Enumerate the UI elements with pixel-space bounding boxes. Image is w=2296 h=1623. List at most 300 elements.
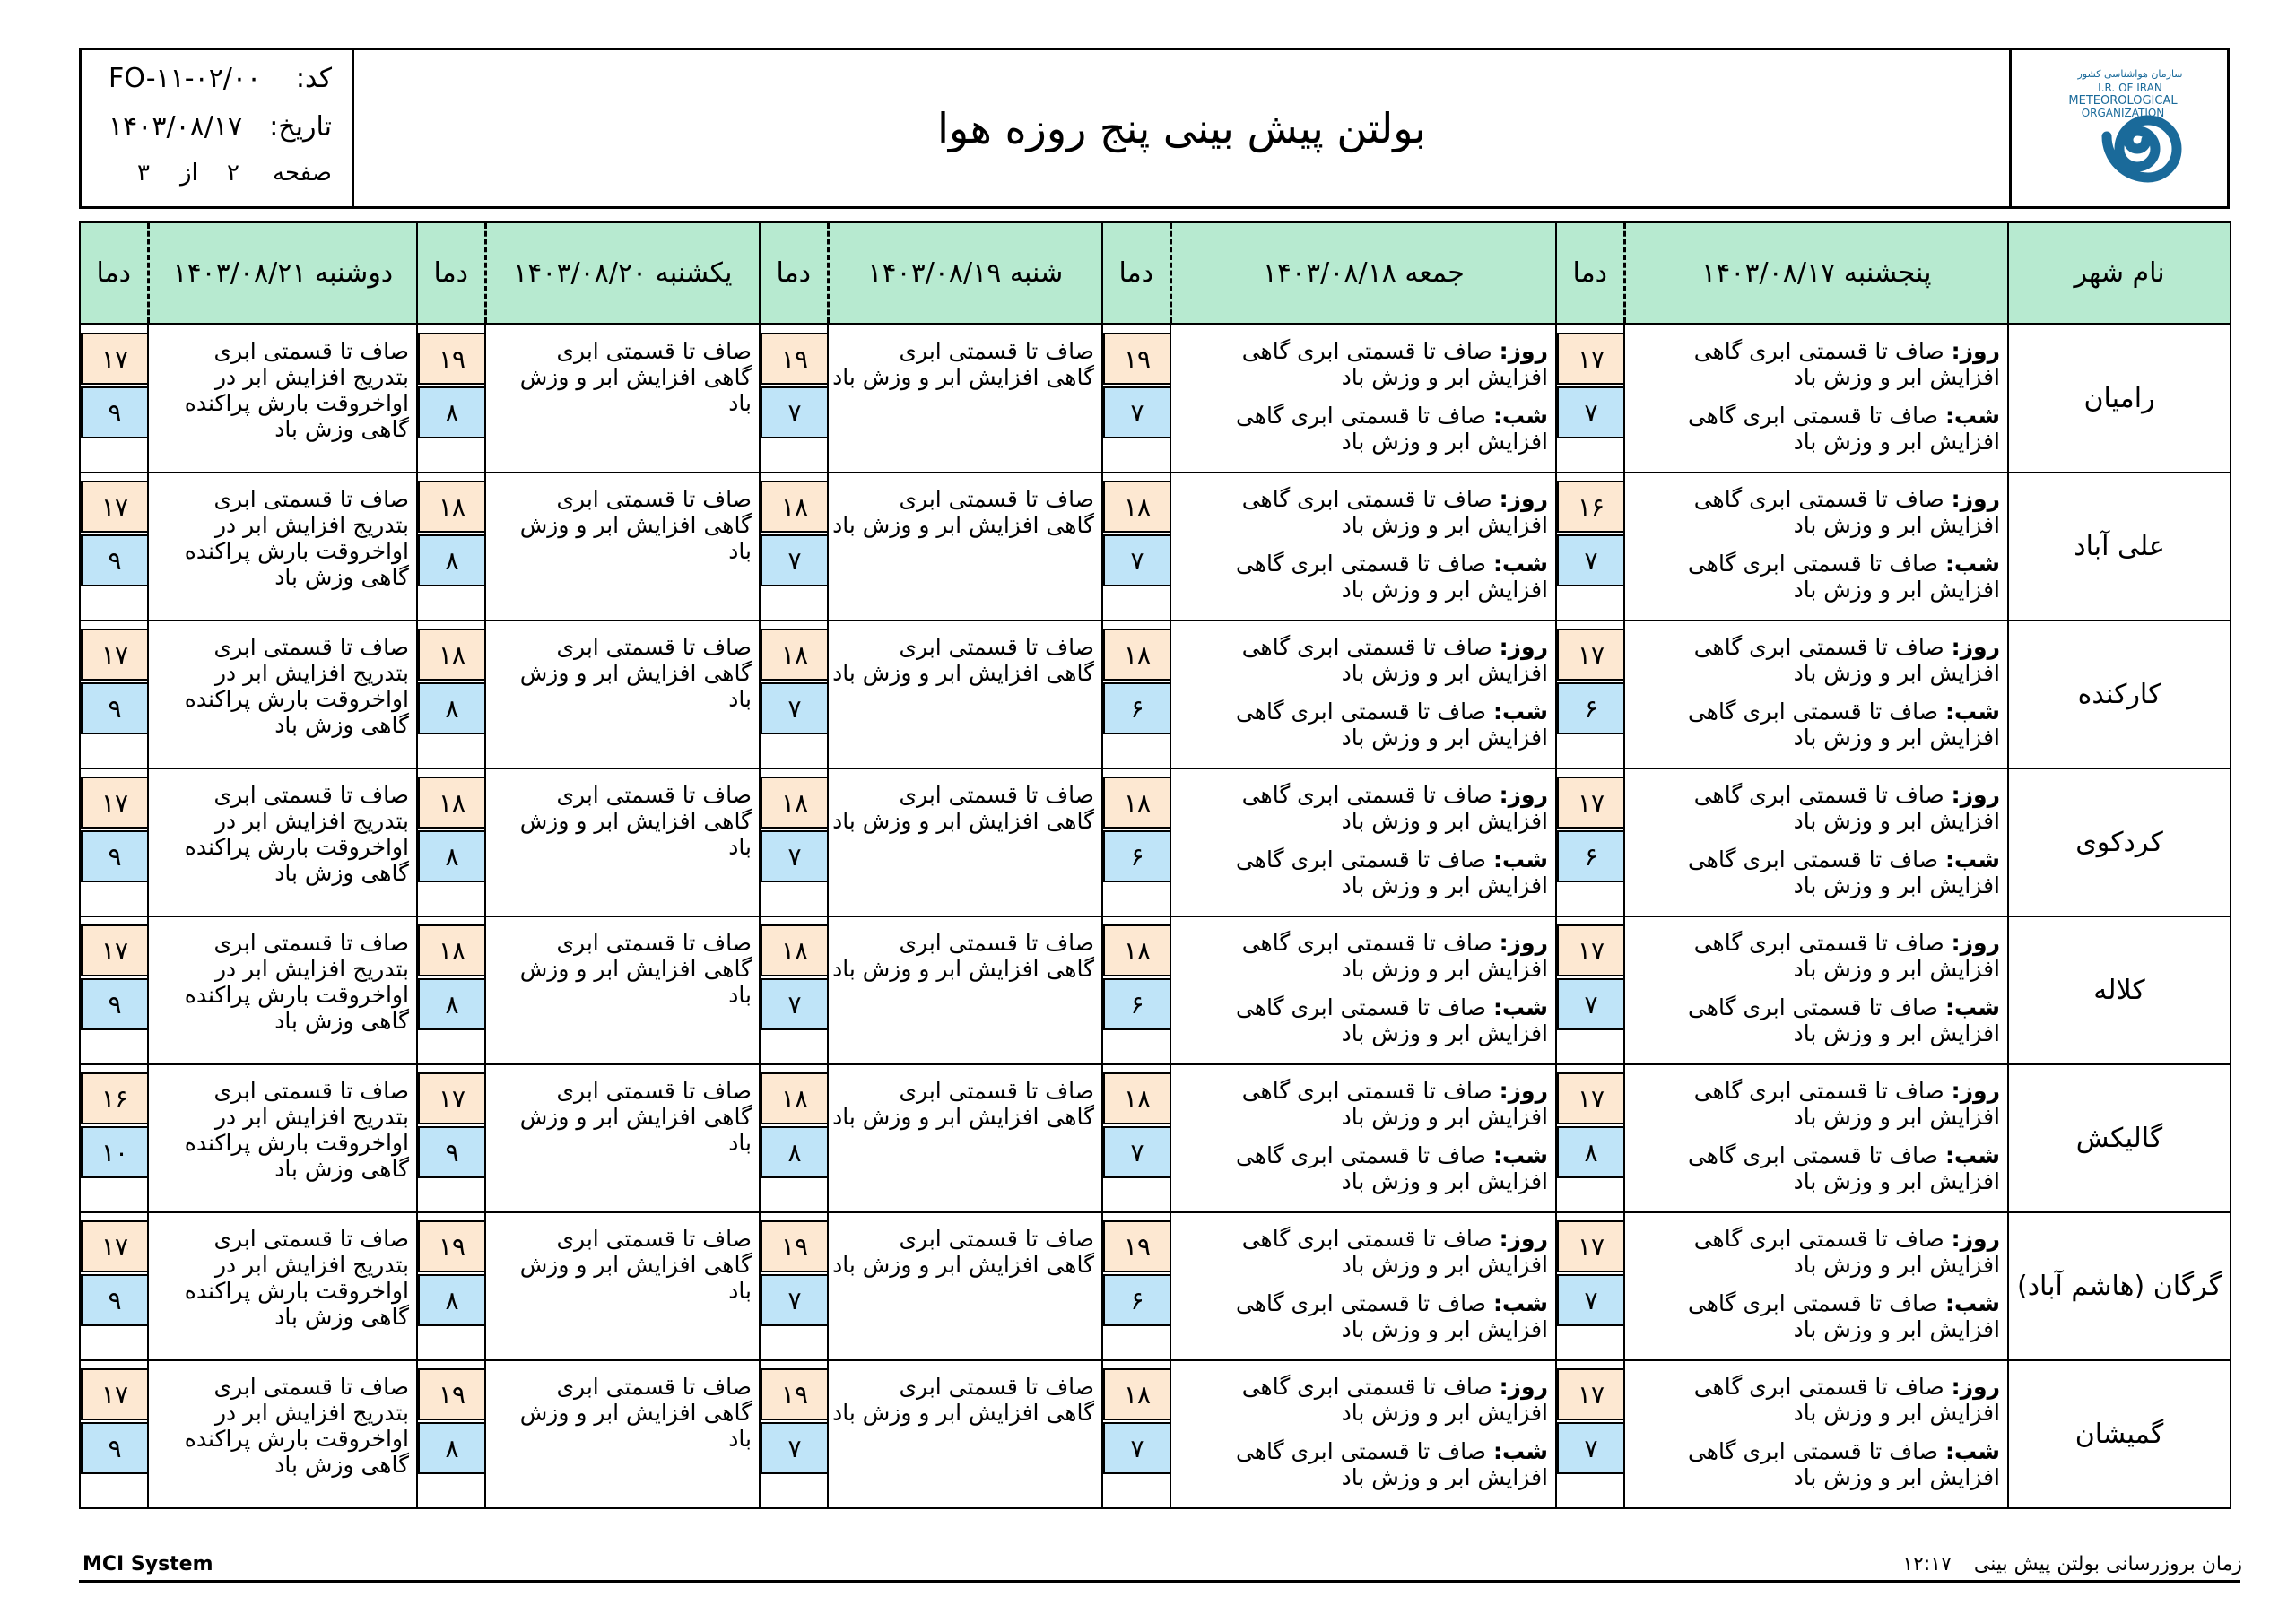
min-temp: ۷ [761,386,829,438]
day-forecast [1632,338,2000,390]
night-forecast [1178,551,1548,603]
forecast-line: گاهی وزش باد [274,1008,409,1034]
min-temp: ۹ [81,682,149,734]
forecast-text-d2 [1170,916,1556,1064]
temp-cell-d3 [760,325,828,473]
temp-cell-d1 [1556,621,1624,768]
forecast-text-d3 [828,768,1102,916]
temp-cell-d2 [1102,1360,1170,1508]
forecast-line: گاهی وزش باد [274,1156,409,1182]
forecast-line: بتدریج افزایش ابر در [214,956,409,982]
day-forecast [1632,930,2000,982]
forecast-line [1632,577,2000,603]
min-temp: ۶ [1103,682,1171,734]
page-title: بولتن پیش بینی پنج روزه هوا [937,104,1426,152]
forecast-text: صاف تا قسمتی ابری گاهی [1241,1226,1492,1252]
min-temp: ۷ [761,1274,829,1326]
forecast-text: صاف تا قسمتی ابری گاهی [1235,1290,1486,1316]
min-temp: ۹ [81,386,149,438]
forecast-line [1632,1438,2000,1464]
forecast-text-d5 [148,325,417,473]
night-forecast [1632,846,2000,898]
forecast-text: صاف تا قسمتی ابری گاهی [1693,782,1944,808]
temp-cell-d1 [1556,916,1624,1064]
night-forecast [1632,403,2000,455]
temp-header-d3: دما [760,222,828,325]
temp-cell-d5 [80,1360,148,1508]
forecast-line [1178,1168,1548,1194]
forecast-line [1632,872,2000,898]
forecast-line: اواخروقت بارش پراکنده [184,1426,409,1452]
forecast-line: صاف تا قسمتی ابری [556,1374,752,1400]
temp-cell-d4 [417,325,485,473]
forecast-text-d2 [1170,1212,1556,1360]
max-temp: ۱۷ [81,333,149,385]
update-label: زمان بروزرسانی بولتن پیش بینی [1973,1553,2242,1575]
day-label: روز: [1951,782,2000,808]
day-header-d2: جمعه ۱۴۰۳/۰۸/۱۸ [1170,222,1556,325]
forecast-text-d2 [1170,621,1556,768]
night-forecast [1178,846,1548,898]
forecast-text-d1 [1624,1360,2008,1508]
forecast-line: اواخروقت بارش پراکنده [184,390,409,416]
min-temp: ۷ [1103,1126,1171,1178]
forecast-text: صاف تا قسمتی ابری گاهی [1241,338,1492,364]
min-temp: ۸ [418,830,486,882]
forecast-text: صاف تا قسمتی ابری گاهی [1693,1374,1944,1400]
forecast-text: صاف تا قسمتی ابری گاهی [1235,846,1486,872]
forecast-line [1632,956,2000,982]
max-temp: ۱۷ [81,481,149,533]
min-temp: ۷ [1557,386,1625,438]
temp-cell-d1 [1556,768,1624,916]
max-temp: ۱۷ [1557,629,1625,681]
forecast-text-d4 [485,916,760,1064]
forecast-line: گاهی افزایش ابر و وزش باد [832,512,1094,538]
forecast-line [1632,1078,2000,1104]
forecast-text-d5 [148,916,417,1064]
forecast-text: افزایش ابر و وزش باد [1341,1316,1548,1342]
max-temp: ۱۷ [418,1072,486,1124]
forecast-text: صاف تا قسمتی ابری گاهی [1235,551,1486,577]
forecast-line [1632,1316,2000,1342]
forecast-line: صاف تا قسمتی ابری [213,782,409,808]
day-forecast [1632,634,2000,686]
temp-cell-d1 [1556,473,1624,621]
night-label: شب: [1492,1438,1548,1464]
night-forecast [1178,1438,1548,1490]
min-temp: ۷ [1557,1422,1625,1474]
forecast-line: صاف تا قسمتی ابری [556,1078,752,1104]
day-header-d5: دوشنبه ۱۴۰۳/۰۸/۲۱ [148,222,417,325]
temp-cell-d4 [417,916,485,1064]
min-temp: ۷ [761,978,829,1030]
min-temp: ۷ [761,1422,829,1474]
min-temp: ۸ [418,1274,486,1326]
forecast-line [1632,1464,2000,1490]
forecast-line: گاهی وزش باد [274,712,409,738]
forecast-text: صاف تا قسمتی ابری گاهی [1693,338,1944,364]
min-temp: ۷ [761,682,829,734]
day-label: روز: [1499,1078,1548,1104]
night-forecast [1178,403,1548,455]
day-label: روز: [1951,486,2000,512]
forecast-line [1632,1400,2000,1426]
forecast-text-d1 [1624,325,2008,473]
forecast-line [1632,699,2000,725]
table-row [80,1360,2231,1508]
footer-system-name: MCI System [83,1553,213,1575]
min-temp: ۶ [1103,1274,1171,1326]
min-temp: ۱۰ [81,1126,149,1178]
max-temp: ۱۹ [1103,1220,1171,1272]
forecast-line [1178,930,1548,956]
forecast-line [1632,551,2000,577]
forecast-line [1178,782,1548,808]
forecast-line: گاهی افزایش ابر و وزش [519,1252,752,1278]
forecast-line: صاف تا قسمتی ابری [899,634,1094,660]
forecast-line [1178,429,1548,455]
table-row [80,768,2231,916]
forecast-line: صاف تا قسمتی ابری [899,486,1094,512]
temp-cell-d5 [80,1064,148,1212]
forecast-line: صاف تا قسمتی ابری [213,1078,409,1104]
day-forecast [1178,634,1548,686]
forecast-text-d2 [1170,473,1556,621]
forecast-line [1178,660,1548,686]
temp-cell-d3 [760,621,828,768]
max-temp: ۱۸ [761,629,829,681]
night-forecast [1178,1290,1548,1342]
forecast-line: صاف تا قسمتی ابری [213,930,409,956]
night-forecast [1632,1290,2000,1342]
temp-cell-d2 [1102,1064,1170,1212]
day-label: روز: [1951,1226,2000,1252]
spiral-logo-icon [2012,50,2227,206]
forecast-line [1632,429,2000,455]
forecast-line [1178,956,1548,982]
forecast-text: صاف تا قسمتی ابری گاهی [1235,403,1486,429]
forecast-line [1632,338,2000,364]
day-forecast [1632,782,2000,834]
forecast-line [1632,1168,2000,1194]
night-label: شب: [1492,846,1548,872]
forecast-line: اواخروقت بارش پراکنده [184,1130,409,1156]
forecast-line [1178,699,1548,725]
forecast-line: اواخروقت بارش پراکنده [184,538,409,564]
forecast-line [1178,551,1548,577]
forecast-text: افزایش ابر و وزش باد [1793,808,2000,834]
night-label: شب: [1944,846,2000,872]
forecast-text-d5 [148,473,417,621]
forecast-line: باد [728,390,752,416]
temp-header-d2: دما [1102,222,1170,325]
temp-header-d4: دما [417,222,485,325]
day-label: روز: [1951,930,2000,956]
forecast-text: افزایش ابر و وزش باد [1793,660,2000,686]
update-time: ۱۲:۱۷ [1902,1553,1952,1575]
forecast-line: صاف تا قسمتی ابری [556,930,752,956]
max-temp: ۱۷ [81,777,149,829]
min-temp: ۶ [1103,978,1171,1030]
temp-cell-d2 [1102,621,1170,768]
temp-cell-d1 [1556,1212,1624,1360]
code-label: کد: [295,63,332,94]
forecast-line: بتدریج افزایش ابر در [214,1252,409,1278]
temp-cell-d2 [1102,916,1170,1064]
forecast-text-d5 [148,768,417,916]
forecast-text: صاف تا قسمتی ابری گاهی [1687,846,1938,872]
forecast-text-d4 [485,1212,760,1360]
night-label: شب: [1492,994,1548,1020]
forecast-text: صاف تا قسمتی ابری گاهی [1687,1142,1938,1168]
forecast-text: صاف تا قسمتی ابری گاهی [1241,782,1492,808]
min-temp: ۷ [1103,534,1171,586]
forecast-text: افزایش ابر و وزش باد [1793,1168,2000,1194]
day-forecast [1178,930,1548,982]
forecast-line: گاهی وزش باد [274,564,409,590]
forecast-line: گاهی افزایش ابر و وزش [519,1400,752,1426]
city-name: کردکوی [2008,768,2231,916]
max-temp: ۱۹ [418,1220,486,1272]
temp-header-d1: دما [1556,222,1624,325]
forecast-text-d1 [1624,473,2008,621]
min-temp: ۸ [418,386,486,438]
min-temp: ۹ [81,978,149,1030]
max-temp: ۱۸ [761,481,829,533]
forecast-text: افزایش ابر و وزش باد [1341,1252,1548,1278]
max-temp: ۱۷ [81,1368,149,1420]
forecast-text: افزایش ابر و وزش باد [1341,660,1548,686]
forecast-text: صاف تا قسمتی ابری گاهی [1687,994,1938,1020]
max-temp: ۱۸ [761,924,829,976]
forecast-line: صاف تا قسمتی ابری [213,338,409,364]
max-temp: ۱۷ [1557,1220,1625,1272]
temp-cell-d5 [80,916,148,1064]
forecast-table [79,221,2231,1509]
temp-cell-d2 [1102,325,1170,473]
table-header-row [80,222,2231,325]
forecast-text-d1 [1624,768,2008,916]
forecast-text-d2 [1170,325,1556,473]
city-header: نام شهر [2008,222,2231,325]
forecast-line: صاف تا قسمتی ابری [556,1226,752,1252]
forecast-text-d1 [1624,1064,2008,1212]
forecast-line [1178,725,1548,751]
forecast-text-d4 [485,621,760,768]
forecast-line [1632,1374,2000,1400]
temp-cell-d5 [80,621,148,768]
logo-text-en-1: I.R. OF IRAN [2098,82,2162,94]
forecast-text-d3 [828,473,1102,621]
forecast-text: افزایش ابر و وزش باد [1793,1252,2000,1278]
forecast-text-d1 [1624,621,2008,768]
max-temp: ۱۸ [761,1072,829,1124]
temp-cell-d1 [1556,1360,1624,1508]
forecast-text-d5 [148,621,417,768]
forecast-text-d4 [485,1064,760,1212]
document-meta [82,50,354,206]
night-label: شب: [1492,551,1548,577]
max-temp: ۱۶ [1557,481,1625,533]
forecast-text-d3 [828,1064,1102,1212]
temp-cell-d3 [760,1360,828,1508]
temp-cell-d4 [417,1064,485,1212]
forecast-text: افزایش ابر و وزش باد [1341,512,1548,538]
forecast-line [1178,1464,1548,1490]
temp-cell-d4 [417,1212,485,1360]
forecast-text: افزایش ابر و وزش باد [1793,1020,2000,1046]
min-temp: ۸ [418,978,486,1030]
forecast-text: صاف تا قسمتی ابری گاهی [1693,486,1944,512]
city-name: علی آباد [2008,473,2231,621]
forecast-text: افزایش ابر و وزش باد [1341,364,1548,390]
forecast-line [1178,486,1548,512]
night-forecast [1632,551,2000,603]
forecast-line [1632,403,2000,429]
min-temp: ۹ [81,1274,149,1326]
temp-cell-d4 [417,621,485,768]
page-current: ۲ [227,160,239,187]
forecast-line: گاهی وزش باد [274,1452,409,1478]
forecast-line [1178,872,1548,898]
forecast-text-d5 [148,1064,417,1212]
max-temp: ۱۷ [1557,333,1625,385]
forecast-line: باد [728,1130,752,1156]
min-temp: ۷ [761,534,829,586]
forecast-line: صاف تا قسمتی ابری [899,782,1094,808]
forecast-line [1632,1290,2000,1316]
temp-cell-d3 [760,473,828,621]
table-row [80,621,2231,768]
temp-cell-d5 [80,325,148,473]
forecast-text-d3 [828,1212,1102,1360]
min-temp: ۹ [81,534,149,586]
forecast-text-d1 [1624,916,2008,1064]
temp-cell-d2 [1102,473,1170,621]
forecast-line: گاهی افزایش ابر و وزش [519,512,752,538]
temp-cell-d1 [1556,325,1624,473]
forecast-line [1178,512,1548,538]
forecast-line: گاهی افزایش ابر و وزش باد [832,1400,1094,1426]
night-forecast [1178,699,1548,751]
day-label: روز: [1499,1226,1548,1252]
min-temp: ۶ [1557,830,1625,882]
forecast-text: افزایش ابر و وزش باد [1341,429,1548,455]
forecast-text-d5 [148,1212,417,1360]
max-temp: ۱۸ [1103,777,1171,829]
forecast-line: باد [728,1426,752,1452]
forecast-line [1178,1142,1548,1168]
forecast-line: صاف تا قسمتی ابری [556,486,752,512]
forecast-line: بتدریج افزایش ابر در [214,1400,409,1426]
forecast-text: افزایش ابر و وزش باد [1341,1104,1548,1130]
forecast-text: افزایش ابر و وزش باد [1341,1400,1548,1426]
date-value: ۱۴۰۳/۰۸/۱۷ [109,111,243,143]
night-label: شب: [1492,699,1548,725]
forecast-text-d4 [485,325,760,473]
temp-cell-d5 [80,473,148,621]
min-temp: ۶ [1103,830,1171,882]
forecast-line [1632,1020,2000,1046]
day-label: روز: [1499,634,1548,660]
min-temp: ۸ [761,1126,829,1178]
forecast-line [1632,364,2000,390]
forecast-text: افزایش ابر و وزش باد [1793,1316,2000,1342]
temp-cell-d4 [417,768,485,916]
day-label: روز: [1499,338,1548,364]
forecast-line [1632,782,2000,808]
forecast-line [1178,1020,1548,1046]
forecast-line [1178,1316,1548,1342]
forecast-line [1632,486,2000,512]
max-temp: ۱۹ [1103,333,1171,385]
min-temp: ۷ [1557,1274,1625,1326]
night-forecast [1632,1438,2000,1490]
logo-text-fa: سازمان هواشناسی کشور [2077,68,2183,80]
day-header-d3: شنبه ۱۴۰۳/۰۸/۱۹ [828,222,1102,325]
max-temp: ۱۷ [81,629,149,681]
forecast-text-d2 [1170,1064,1556,1212]
forecast-line: صاف تا قسمتی ابری [899,1374,1094,1400]
temp-cell-d3 [760,768,828,916]
forecast-text: افزایش ابر و وزش باد [1341,1464,1548,1490]
forecast-text: صاف تا قسمتی ابری گاهی [1241,1078,1492,1104]
forecast-text: صاف تا قسمتی ابری گاهی [1687,699,1938,725]
forecast-text: صاف تا قسمتی ابری گاهی [1235,699,1486,725]
forecast-line: صاف تا قسمتی ابری [899,1226,1094,1252]
day-forecast [1178,1226,1548,1278]
temp-cell-d4 [417,1360,485,1508]
min-temp: ۷ [1103,1422,1171,1474]
forecast-line: صاف تا قسمتی ابری [899,930,1094,956]
city-name: رامیان [2008,325,2231,473]
min-temp: ۸ [418,534,486,586]
page-total: ۳ [137,160,150,187]
forecast-line [1178,1290,1548,1316]
table-row [80,325,2231,473]
forecast-text: افزایش ابر و وزش باد [1341,956,1548,982]
max-temp: ۱۷ [81,1220,149,1272]
forecast-text: افزایش ابر و وزش باد [1793,725,2000,751]
min-temp: ۷ [761,830,829,882]
forecast-line: باد [728,1278,752,1304]
forecast-text: افزایش ابر و وزش باد [1341,872,1548,898]
day-forecast [1632,1226,2000,1278]
code-value: FO-۱۱-۰۲/۰۰ [109,63,262,94]
max-temp: ۱۹ [761,1368,829,1420]
forecast-line: صاف تا قسمتی ابری [899,338,1094,364]
forecast-text: صاف تا قسمتی ابری گاهی [1241,634,1492,660]
forecast-text: صاف تا قسمتی ابری گاهی [1693,1078,1944,1104]
page-of: از [180,160,198,187]
forecast-text: صاف تا قسمتی ابری گاهی [1693,634,1944,660]
logo-text-en-3: ORGANIZATION [2081,107,2165,119]
max-temp: ۱۸ [1103,1368,1171,1420]
forecast-line: صاف تا قسمتی ابری [899,1078,1094,1104]
day-label: روز: [1499,486,1548,512]
forecast-text-d4 [485,768,760,916]
max-temp: ۱۹ [418,333,486,385]
forecast-line [1178,338,1548,364]
code-row [82,63,352,99]
table-row [80,473,2231,621]
min-temp: ۸ [1557,1126,1625,1178]
city-name: گمیشان [2008,1360,2231,1508]
max-temp: ۱۸ [418,777,486,829]
max-temp: ۱۷ [1557,1368,1625,1420]
min-temp: ۹ [81,1422,149,1474]
